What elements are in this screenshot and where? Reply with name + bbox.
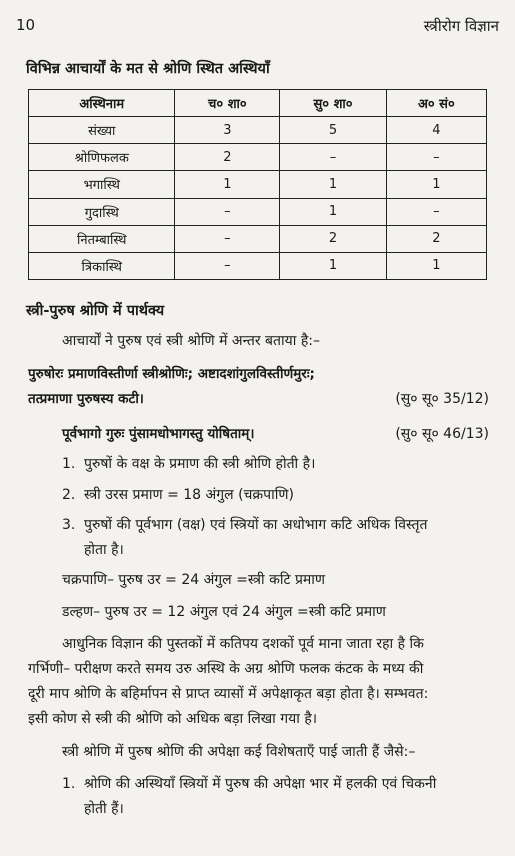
table-cell: 1 (175, 171, 280, 198)
table-cell: भगास्थि (29, 171, 175, 198)
modern-line-3: दूरी माप श्रोणि के बहिर्मापन से प्राप्त व्यासों में अपेक्षाकृत बड़ा होता है। सम्भवत: (28, 686, 429, 702)
modern-line-4: इसी कोण से स्त्री की श्रोणि को अधिक बड़ा लिखा गया है। (28, 711, 318, 727)
bones-table (28, 89, 487, 280)
table-cell: श्रोणिफलक (29, 144, 175, 171)
table-cell: – (386, 144, 486, 171)
page-number: 10 (16, 16, 36, 34)
list-item (62, 773, 502, 795)
table-cell: – (175, 252, 280, 279)
verse-2-reference: (सु० सू० 46/13) (395, 426, 489, 442)
table-row (29, 171, 487, 198)
list-number: 1. (62, 456, 76, 472)
list-text: श्रोणि की अस्थियाँ स्त्रियों में पुरुष की अपेक्षा भार में हलकी एवं चिकनी (84, 776, 437, 792)
modern-line-2: गर्भिणी– परीक्षण करते समय उरु अस्थि के अग्र श्रोणि फलक कंटक के मध्य की (28, 661, 424, 677)
list-number: 1. (62, 776, 76, 792)
table-header-cell: च० शा० (175, 90, 280, 117)
verse-1-reference: (सु० सू० 35/12) (395, 391, 489, 407)
table-header-cell: अ० सं० (386, 90, 486, 117)
table-cell: 1 (280, 171, 386, 198)
list-text-continuation: होती हैं। (84, 801, 124, 817)
table-cell: 1 (386, 252, 486, 279)
list-number: 2. (62, 487, 76, 503)
list-text: स्त्री उरस प्रमाण = 18 अंगुल (चक्रपाणि) (84, 487, 294, 503)
table-header-cell: अस्थिनाम (29, 90, 175, 117)
dalhan-note: डल्हण– पुरुष उर = 12 अंगुल एवं 24 अंगुल =स्त्री कटि प्रमाण (62, 604, 386, 620)
list-item (62, 514, 502, 536)
features-intro: स्त्री श्रोणि में पुरुष श्रोणि की अपेक्षा कई विशेषताएँ पाई जाती हैं जैसे:– (62, 744, 416, 760)
table-cell: – (175, 225, 280, 252)
intro-text: आचार्यों ने पुरुष एवं स्त्री श्रोणि में अन्तर बताया है:– (62, 333, 321, 349)
table-cell: 2 (280, 225, 386, 252)
section-title: स्त्री-पुरुष श्रोणि में पार्थक्य (26, 303, 165, 319)
table-cell: – (280, 144, 386, 171)
modern-line-1: आधुनिक विज्ञान की पुस्तकों में कतिपय दशकों पूर्व माना जाता रहा है कि (62, 636, 424, 652)
table-cell: 1 (280, 252, 386, 279)
table-cell: संख्या (29, 117, 175, 144)
list-item (62, 453, 315, 475)
table-row (29, 225, 487, 252)
table-cell: त्रिकास्थि (29, 252, 175, 279)
table-cell: 2 (386, 225, 486, 252)
verse-2: पूर्वभागो गुरुः पुंसामधोभागस्तु योषिताम्। (62, 426, 255, 442)
list-item (62, 484, 294, 506)
table-cell: 2 (175, 144, 280, 171)
table-header-cell: सु० शा० (280, 90, 386, 117)
table-cell: 5 (280, 117, 386, 144)
list-text: पुरुषों के वक्ष के प्रमाण की स्त्री श्रोणि होती है। (84, 456, 316, 472)
table-cell: – (386, 198, 486, 225)
table-row (29, 117, 487, 144)
table-row (29, 144, 487, 171)
verse-1-line-1: पुरुषोरः प्रमाणविस्तीर्णा स्त्रीश्रोणिः; अष्टादशांगुलविस्तीर्णमुरः; (28, 366, 315, 382)
table-row (29, 198, 487, 225)
list-number: 3. (62, 517, 76, 533)
table-header-row (29, 90, 487, 117)
list-text-continuation: होता है। (84, 542, 124, 558)
table-cell: 1 (386, 171, 486, 198)
chakrapani-note: चक्रपाणि– पुरुष उर = 24 अंगुल =स्त्री कटि प्रमाण (62, 572, 326, 588)
table-cell: 3 (175, 117, 280, 144)
list-text: पुरुषों की पूर्वभाग (वक्ष) एवं स्त्रियों का अधोभाग कटि अधिक विस्तृत (84, 517, 428, 533)
table-cell: गुदास्थि (29, 198, 175, 225)
table-title: विभिन्न आचार्यों के मत से श्रोणि स्थित अस्थियाँ (26, 61, 270, 77)
running-title: स्त्रीरोग विज्ञान (423, 17, 499, 35)
table-cell: 1 (280, 198, 386, 225)
table-row (29, 252, 487, 279)
table-cell: नितम्बास्थि (29, 225, 175, 252)
verse-1-line-2: तत्प्रमाणा पुरुषस्य कटी। (28, 391, 144, 407)
table-cell: 4 (386, 117, 486, 144)
table-cell: – (175, 198, 280, 225)
